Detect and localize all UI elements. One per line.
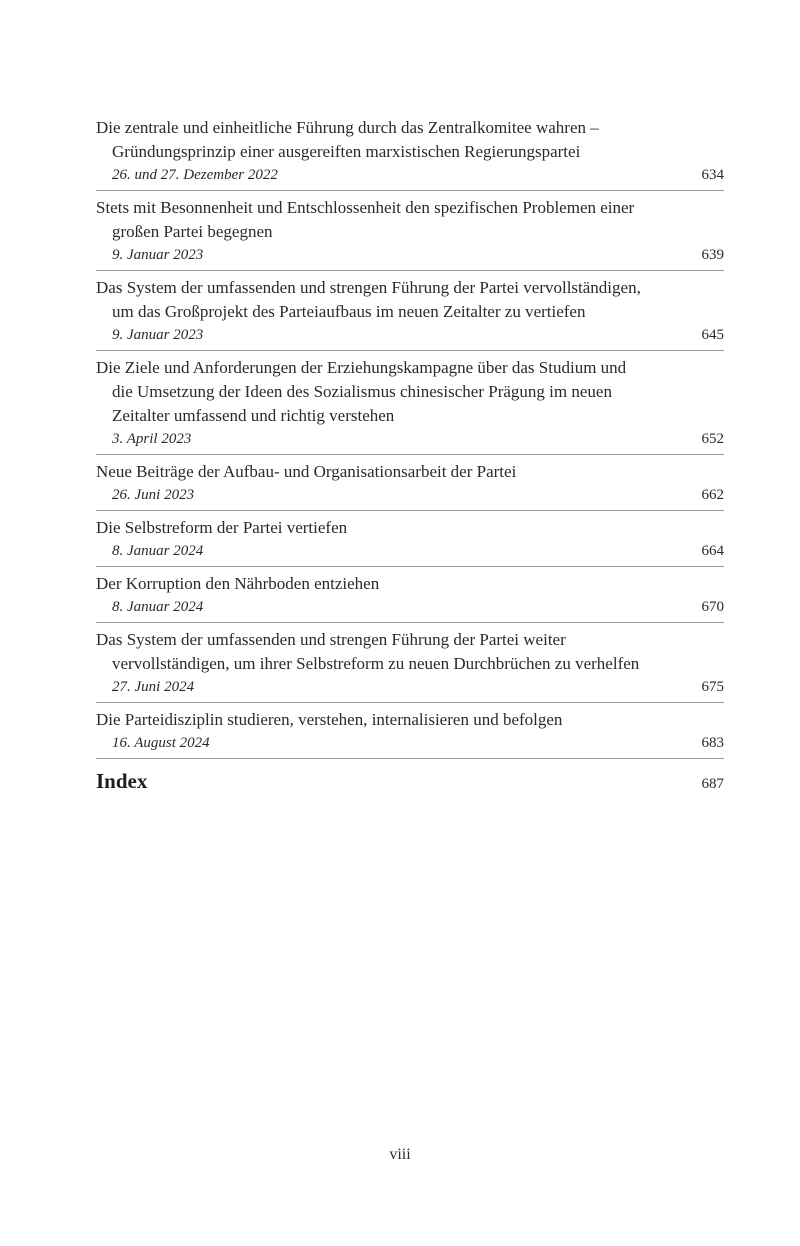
toc-entry[interactable]: [96, 516, 724, 567]
toc-entry[interactable]: [96, 460, 724, 511]
toc-entry-page: 664: [701, 543, 724, 559]
index-heading: Index: [96, 769, 148, 793]
toc-entry-title: Stets mit Besonnenheit und Entschlossenheit den spezifischen Problemen einer großen Partei begegnen: [96, 198, 635, 241]
toc-entry-page: 639: [701, 247, 724, 263]
toc-entry-page: 645: [701, 327, 724, 343]
page-number: viii: [389, 1146, 411, 1163]
toc-entry-meta: [96, 676, 724, 699]
toc-entry-meta: [96, 596, 724, 619]
toc-entry-date: 27. Juni 2024: [112, 679, 195, 695]
toc-entry-meta: [96, 484, 724, 507]
toc-entry-meta: [96, 244, 724, 267]
toc-entry[interactable]: [96, 708, 724, 759]
toc-entry-page: 662: [701, 487, 724, 503]
toc-entry-title: Der Korruption den Nährboden entziehen: [96, 574, 380, 593]
toc-entry-date: 3. April 2023: [112, 431, 192, 447]
toc-entry-date: 8. Januar 2024: [112, 543, 204, 559]
toc-entry-title: Die Selbstreform der Partei vertiefen: [96, 518, 348, 537]
toc-entry-title: Die Ziele und Anforderungen der Erziehungskampagne über das Studium und die Umsetzung der Ideen des Sozialismus chinesischer Prägung im neuen Zeitalter umfassend und richtig verstehen: [96, 358, 627, 425]
toc-entry-meta: [96, 732, 724, 755]
toc-entry-date: 26. Juni 2023: [112, 487, 195, 503]
toc-entry[interactable]: [96, 572, 724, 623]
toc-entry-page: 634: [701, 167, 724, 183]
toc-entry[interactable]: [96, 356, 724, 455]
toc-entry-title: Die zentrale und einheitliche Führung durch das Zentralkomitee wahren – Gründungsprinzip einer ausgereiften marxistischen Regierungspartei: [96, 118, 599, 161]
toc-entry-title: Die Parteidisziplin studieren, verstehen, internalisieren und befolgen: [96, 710, 563, 729]
toc-entry-meta: [96, 324, 724, 347]
toc-entry-title: Das System der umfassenden und strengen Führung der Partei weiter vervollständigen, um ihrer Selbstreform zu neuen Durchbrüchen zu verhelfen: [96, 630, 640, 673]
table-of-contents: [96, 116, 724, 794]
toc-entry[interactable]: [96, 276, 724, 351]
toc-index-entry[interactable]: [96, 769, 724, 794]
toc-entry[interactable]: [96, 628, 724, 703]
toc-entry-date: 9. Januar 2023: [112, 247, 204, 263]
toc-entry-page: 670: [701, 599, 724, 615]
toc-entry-page: 675: [701, 679, 724, 695]
toc-entry-title: Das System der umfassenden und strengen Führung der Partei vervollständigen, um das Großprojekt des Parteiaufbaus im neuen Zeitalter zu vertiefen: [96, 278, 641, 321]
toc-entry-meta: [96, 428, 724, 451]
toc-entry-title: Neue Beiträge der Aufbau- und Organisationsarbeit der Partei: [96, 462, 517, 481]
toc-entry-date: 8. Januar 2024: [112, 599, 204, 615]
toc-entry-page: 683: [701, 735, 724, 751]
index-page: 687: [701, 776, 724, 792]
toc-entry-page: 652: [701, 431, 724, 447]
toc-entry-date: 16. August 2024: [112, 735, 210, 751]
toc-entry-meta: [96, 540, 724, 563]
toc-entry-meta: [96, 164, 724, 187]
toc-entry[interactable]: [96, 196, 724, 271]
toc-entry-date: 26. und 27. Dezember 2022: [112, 167, 278, 183]
toc-entry[interactable]: [96, 116, 724, 191]
toc-entry-date: 9. Januar 2023: [112, 327, 204, 343]
